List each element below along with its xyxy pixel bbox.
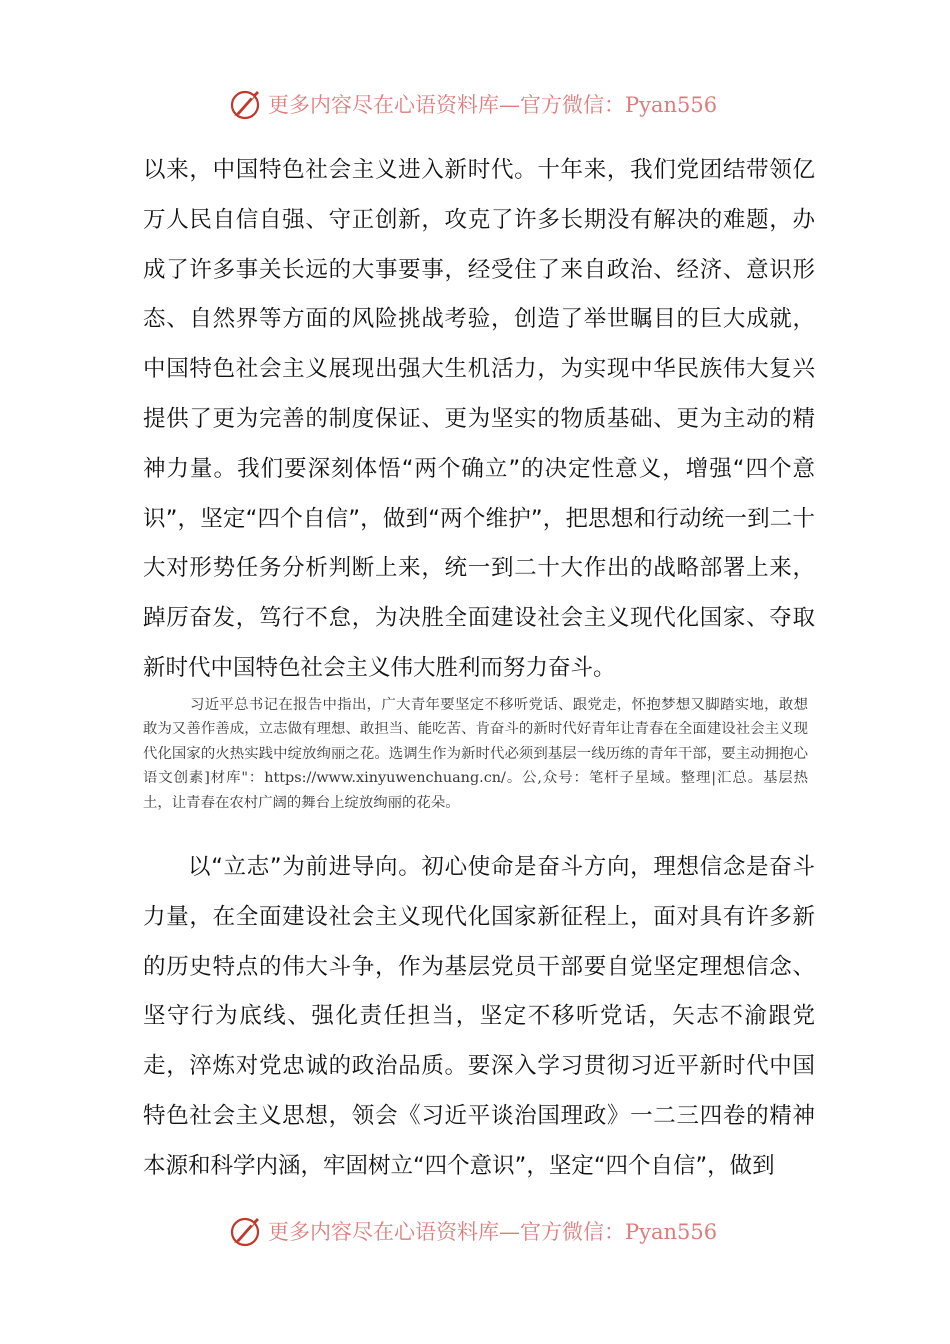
pen-nib-logo-icon [228,86,264,122]
paragraph-continuation [143,146,815,694]
banner-text: 更多内容尽在心语资料库—官方微信：Pyan556 [268,1220,718,1244]
paragraph-text: 以来，中国特色社会主义进入新时代。十年来，我们党团结带领亿万人民自信自强、守正创新，攻克了许多长期没有解决的难题，办成了许多事关长远的大事要事，经受住了来自政治、经济、意识形态、自然界等方面的风险挑战考验，创造了举世瞩目的巨大成就，中国特色社会主义展现出强大生机活力，为实现中华民族伟大复兴提供了更为完善的制度保证、更为坚实的物质基础、更为主动的精神力量。我们要深刻体悟“两个确立”的决定性意义，增强“四个意识”，坚定“四个自信”，做到“两个维护”，把思想和行动统一到二十大对形势任务分析判断上来，统一到二十大作出的战略部署上来，踔厉奋发，笃行不怠，为决胜全面建设社会主义现代化国家、夺取新时代中国特色社会主义伟大胜利而努力奋斗。 [143,157,815,681]
pen-nib-logo-icon [228,1213,264,1249]
inserted-note-paragraph [143,693,808,815]
note-text: 习近平总书记在报告中指出，广大青年要坚定不移听党话、跟党走，怀抱梦想又脚踏实地，敢想敢为又善作善成，立志做有理想、敢担当、能吃苦、肯奋斗的新时代好青年让青春在全面建设社会主义现代化国家的火热实践中绽放绚丽之花。选调生作为新时代必须到基层一线历练的青年干部，要主动拥抱心语文创素]材库"：https://www.xinyuwenchuang.cn/。公,众号：笔杆子星域。整理|汇总。基层热土，让青春在农村广阔的舞台上绽放绚丽的花朵。 [143,697,808,811]
header-banner [228,84,748,124]
paragraph-text: 以“立志”为前进导向。初心使命是奋斗方向，理想信念是奋斗力量，在全面建设社会主义现代化国家新征程上，面对具有许多新的历史特点的伟大斗争，作为基层党员干部要自觉坚定理想信念、坚守行为底线、强化责任担当，坚定不移听党话，矢志不渝跟党走，淬炼对党忠诚的政治品质。要深入学习贯彻习近平新时代中国特色社会主义思想，领会《习近平谈治国理政》一二三四卷的精神本源和科学内涵，牢固树立“四个意识”，坚定“四个自信”，做到 [143,854,815,1179]
footer-banner [228,1211,748,1251]
banner-text: 更多内容尽在心语资料库—官方微信：Pyan556 [268,93,718,117]
paragraph-lizhi [143,843,815,1192]
